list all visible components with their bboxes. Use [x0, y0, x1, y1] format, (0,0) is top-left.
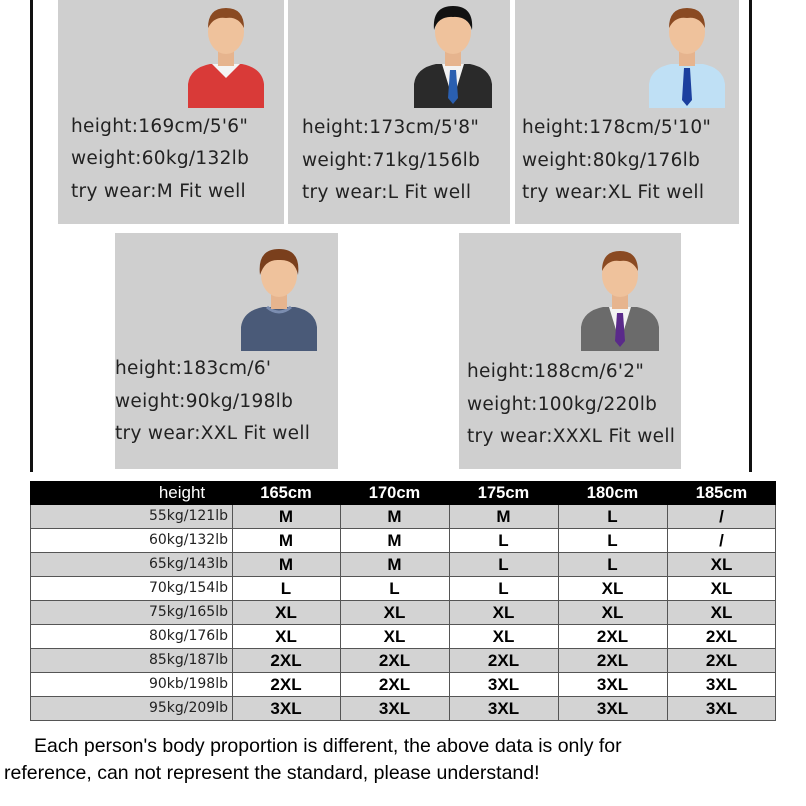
person-red-sweater-icon	[186, 2, 266, 108]
size-cell: L	[607, 531, 618, 550]
size-cell: 2XL	[487, 651, 520, 670]
person-light-shirt-tie-icon	[647, 2, 727, 108]
model-4-height: height:183cm/6'	[115, 358, 272, 379]
size-cell: 3XL	[596, 675, 629, 694]
header-col-185: 185cm	[695, 484, 748, 502]
size-cell: M	[278, 507, 294, 526]
size-cell: XL	[710, 579, 733, 598]
column-divider	[775, 505, 776, 721]
size-cell: XL	[710, 603, 733, 622]
size-cell: 2XL	[596, 627, 629, 646]
row-weight-label: 90kb/198lb	[148, 676, 228, 692]
header-col-170: 170cm	[368, 484, 421, 502]
model-2-weight: weight:71kg/156lb	[302, 150, 481, 171]
model-3-weight: weight:80kg/176lb	[522, 150, 701, 171]
size-cell: XL	[275, 603, 297, 622]
model-frame-left	[30, 0, 33, 472]
size-cell: /	[719, 507, 724, 526]
size-cell: 3XL	[596, 699, 629, 718]
table-row	[30, 529, 776, 553]
size-cell: 2XL	[378, 675, 411, 694]
row-divider	[30, 720, 776, 721]
model-card-1	[58, 0, 284, 224]
column-divider	[667, 505, 668, 721]
model-5-height: height:188cm/6'2"	[467, 361, 645, 382]
size-cell: L	[607, 507, 618, 526]
row-weight-label: 70kg/154lb	[148, 580, 228, 596]
header-col-175: 175cm	[477, 484, 530, 502]
row-weight-label: 85kg/187lb	[148, 652, 228, 668]
table-row	[30, 577, 776, 601]
column-divider	[558, 505, 559, 721]
size-cell: M	[387, 531, 402, 550]
model-3-try-wear: try wear:XL Fit well	[522, 182, 705, 203]
table-row	[30, 697, 776, 721]
model-card-2	[288, 0, 510, 224]
column-divider	[232, 505, 233, 721]
table-row	[30, 601, 776, 625]
size-cell: 3XL	[487, 699, 520, 718]
header-col-180: 180cm	[586, 484, 639, 502]
model-1-height: height:169cm/5'6"	[71, 116, 249, 137]
model-card-3	[515, 0, 739, 224]
header-col-165: 165cm	[260, 484, 312, 502]
size-cell: 2XL	[596, 651, 629, 670]
row-weight-label: 60kg/132lb	[148, 532, 228, 548]
row-weight-label: 95kg/209lb	[148, 700, 228, 716]
size-cell: XL	[492, 603, 515, 622]
model-5-try-wear: try wear:XXXL Fit well	[467, 426, 676, 447]
size-cell: L	[607, 555, 618, 574]
size-cell: L	[280, 579, 292, 598]
table-row	[30, 625, 776, 649]
model-2-try-wear: try wear:L Fit well	[302, 182, 472, 203]
size-cell: 2XL	[270, 675, 302, 694]
disclaimer-line-2: reference, can not represent the standard, please understand!	[4, 762, 540, 784]
size-cell: 3XL	[705, 699, 738, 718]
size-cell: XL	[383, 603, 406, 622]
size-cell: 3XL	[270, 699, 302, 718]
size-cell: 2XL	[705, 651, 738, 670]
row-weight-label: 55kg/121lb	[148, 508, 228, 524]
model-card-4	[115, 233, 338, 469]
column-divider	[449, 505, 450, 721]
size-cell: L	[389, 579, 400, 598]
disclaimer-line-1: Each person's body proportion is different, the above data is only for	[34, 735, 622, 757]
model-card-5	[459, 233, 681, 469]
model-frame-right	[749, 0, 752, 472]
size-cell: /	[719, 531, 724, 550]
size-cell: XL	[601, 603, 624, 622]
model-4-weight: weight:90kg/198lb	[115, 391, 294, 412]
size-cell: 2XL	[705, 627, 738, 646]
row-weight-label: 65kg/143lb	[148, 556, 228, 572]
size-cell: 2XL	[378, 651, 411, 670]
model-1-weight: weight:60kg/132lb	[71, 148, 250, 169]
header-height-label: height	[158, 483, 206, 502]
size-cell: XL	[601, 579, 624, 598]
size-cell: XL	[275, 627, 297, 646]
size-table-header	[30, 481, 776, 505]
row-weight-label: 75kg/165lb	[148, 604, 228, 620]
size-cell: L	[498, 555, 509, 574]
size-cell: XL	[383, 627, 406, 646]
person-dark-suit-icon	[412, 2, 494, 108]
person-grey-suit-icon	[579, 245, 661, 351]
model-3-height: height:178cm/5'10"	[522, 117, 712, 138]
size-cell: 3XL	[378, 699, 411, 718]
model-1-try-wear: try wear:M Fit well	[71, 181, 246, 202]
size-chart-table	[30, 481, 776, 721]
table-row	[30, 673, 776, 697]
person-blue-sweater-icon	[239, 245, 319, 351]
size-cell: XL	[710, 555, 733, 574]
size-cell: M	[278, 531, 294, 550]
size-cell: M	[387, 507, 402, 526]
table-row	[30, 505, 776, 529]
size-cell: M	[496, 507, 511, 526]
model-5-weight: weight:100kg/220lb	[467, 394, 658, 415]
size-cell: M	[278, 555, 294, 574]
size-cell: 3XL	[705, 675, 738, 694]
size-cell: 2XL	[270, 651, 302, 670]
table-row	[30, 553, 776, 577]
size-cell: M	[387, 555, 402, 574]
size-cell: L	[498, 531, 509, 550]
model-2-height: height:173cm/5'8"	[302, 117, 480, 138]
column-divider	[340, 505, 341, 721]
size-cell: L	[498, 579, 509, 598]
table-row	[30, 649, 776, 673]
size-cell: 3XL	[487, 675, 520, 694]
row-weight-label: 80kg/176lb	[148, 628, 228, 644]
column-divider	[30, 505, 31, 721]
model-4-try-wear: try wear:XXL Fit well	[115, 423, 311, 444]
size-cell: XL	[492, 627, 515, 646]
